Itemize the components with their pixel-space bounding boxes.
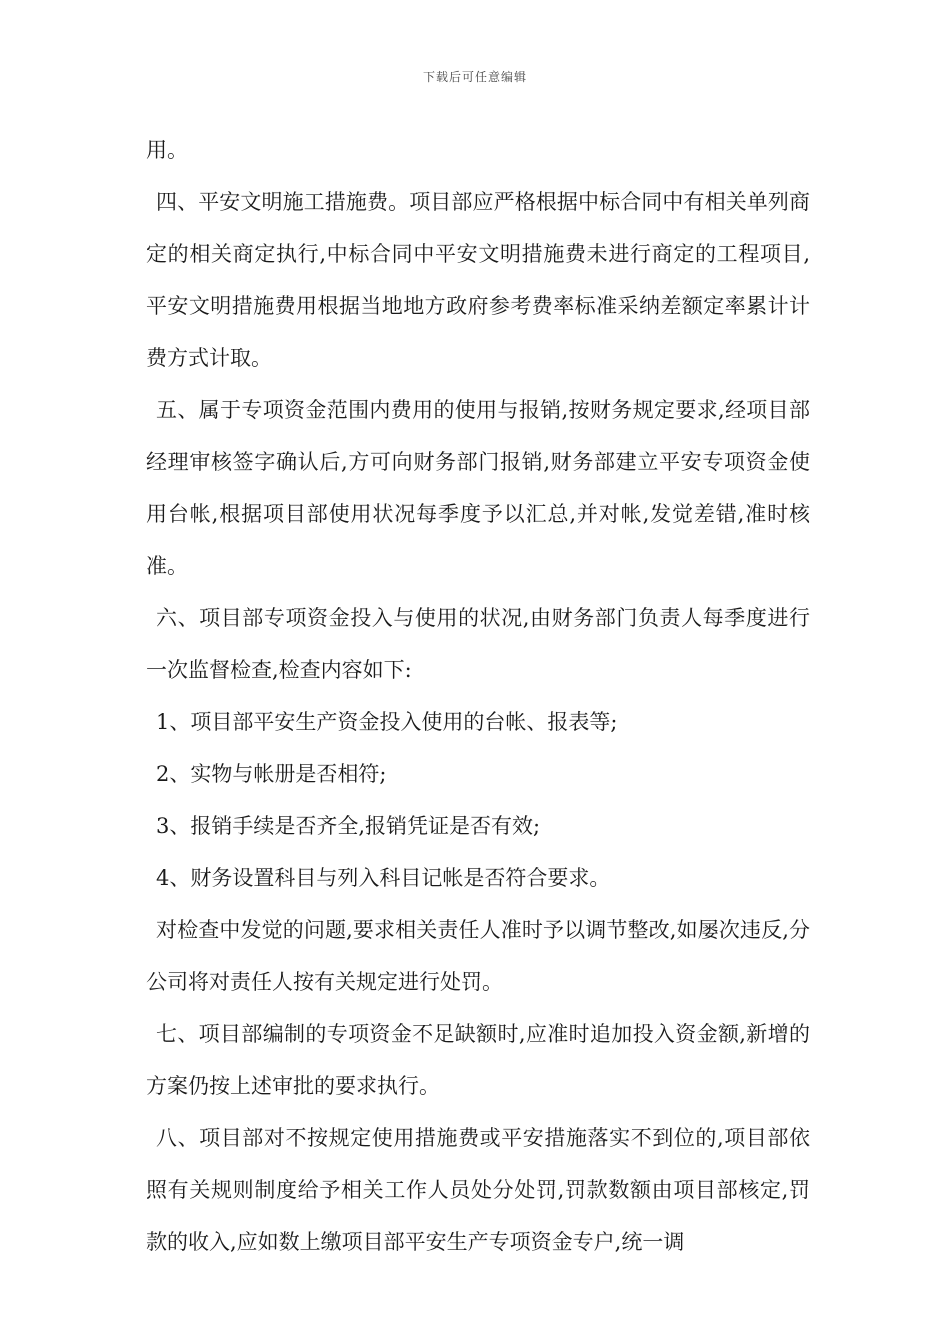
paragraph-item-4: 四、平安文明施工措施费。项目部应严格根据中标合同中有相关单列商定的相关商定执行,中标合同中平安文明措施费未进行商定的工程项目,平安文明措施费用根据当地地方政府参考费率标准采纳差额定率累计计费方式计取。 <box>146 190 810 370</box>
page-header: 下载后可任意编辑 <box>422 70 527 84</box>
list-item-1: 1、项目部平安生产资金投入使用的台帐、报表等; <box>156 710 618 734</box>
paragraph-item-6: 六、项目部专项资金投入与使用的状况,由财务部门负责人每季度进行一次监督检查,检查内容如下: <box>146 606 810 682</box>
paragraph-item-8: 八、项目部对不按规定使用措施费或平安措施落实不到位的,项目部依照有关规则制度给予相关工作人员处分处罚,罚款数额由项目部核定,罚款的收入,应如数上缴项目部平安生产专项资金专户,统一调 <box>146 1126 810 1254</box>
list-item-4: 4、财务设置科目与列入科目记帐是否符合要求。 <box>156 866 611 890</box>
list-item-3: 3、报销手续是否齐全,报销凭证是否有效; <box>156 814 541 838</box>
paragraph-inspection-note: 对检查中发觉的问题,要求相关责任人准时予以调节整改,如屡次违反,分公司将对责任人按有关规定进行处罚。 <box>146 918 810 994</box>
document-body <box>146 124 810 1268</box>
list-item-2: 2、实物与帐册是否相符; <box>156 762 387 786</box>
paragraph-continuation: 用。 <box>146 138 188 162</box>
paragraph-item-7: 七、项目部编制的专项资金不足缺额时,应准时追加投入资金额,新增的方案仍按上述审批的要求执行。 <box>146 1022 810 1098</box>
paragraph-item-5: 五、属于专项资金范围内费用的使用与报销,按财务规定要求,经项目部经理审核签字确认后,方可向财务部门报销,财务部建立平安专项资金使用台帐,根据项目部使用状况每季度予以汇总,并对帐,发觉差错,准时核准。 <box>146 398 810 578</box>
